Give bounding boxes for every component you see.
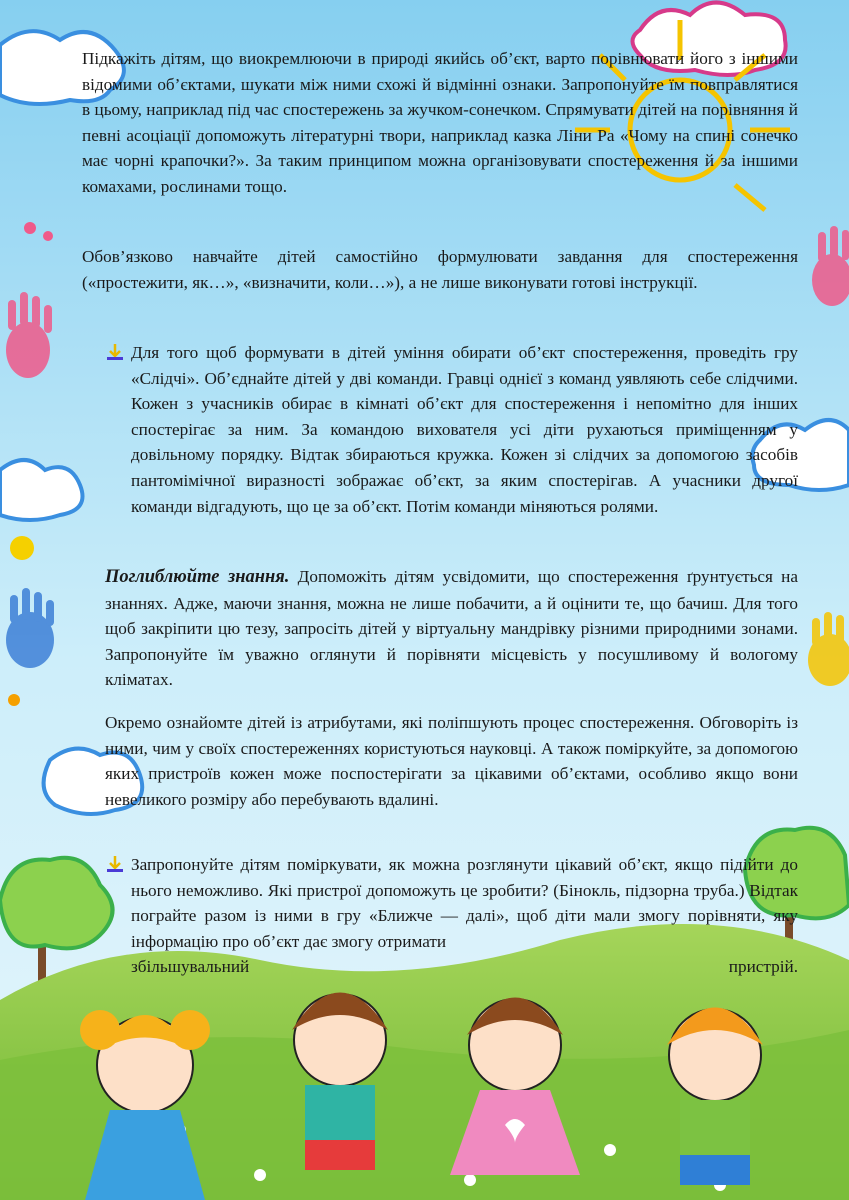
arrow-bullet-icon [104, 853, 126, 875]
paragraph: Обов’язково навчайте дітей самостійно формулювати завдання для спостереження («простежити, як…», «визначити, коли…»), а не лише виконувати готові інструкції. [82, 247, 798, 292]
paragraph-text: збільшувальний [131, 957, 250, 977]
paragraph [105, 564, 798, 693]
paragraph: Окремо ознайомте дітей із атрибутами, які поліпшують процес спостереження. Обговоріть із ними, чим у своїх спостереженнях користуються науковці. А також поміркуйте, за допомогою яких пристроїв кожен може поспостерігати за цікавими об’єктами, особливо якщо вони невеликого розміру або перебувають вдалині. [105, 713, 798, 809]
paragraph-text: Допоможіть дітям усвідомити, що спостереження ґрунтується на знаннях. Адже, маючи знання, можна не лише побачити, а й оцінити те, що бачиш. Для того щоб закріпити цю тезу, запросіть дітей у віртуальну мандрівку різними природними зонами. Запропонуйте їм уважно оглянути й порівняти місцевість у посушливому й вологому кліматах. [105, 567, 799, 690]
paragraph-text: Запропонуйте дітям поміркувати, як можна розглянути цікавий об’єкт, якщо підійти до нього неможливо. Які пристрої допоможуть це зробити? (Бінокль, підзорна труба.) Відтак пограйте разом із ними в гру «Ближче — далі», щоб діти мали змогу порівняти, яку інформацію про об’єкт дає змогу отримати [131, 855, 798, 951]
paragraph-last-line [131, 954, 798, 980]
bullet-paragraph: Для того щоб формувати в дітей уміння обирати об’єкт спостереження, проведіть гру «Слідчі». Об’єднайте дітей у дві команди. Гравці однієї з команд уявляють себе слідчими. Кожен з учасників обирає в кімнаті об’єкт для спостереження і непомітно для інших спостерігає за ним. За командою вихователя усі діти рухаються приміщенням у довільному порядку. Відтак збираються кружка. Кожен зі слідчих за допомогою засобів пантомімічної виразності зображає об’єкт, за яким спостерігав. А учасники другої команди відгадують, що це за об’єкт. Потім команди міняються ролями. [131, 343, 798, 516]
lead-phrase: Поглиблюйте знання. [105, 567, 290, 587]
bullet-paragraph [131, 852, 798, 980]
paragraph: Підкажіть дітям, що виокремлюючи в природі якийсь об’єкт, варто порівнювати його з іншими відомими об’єктами, шукати між ними схожі й відмінні ознаки. Запропонуйте їм повправлятися в цьому, наприклад під час спостережень за жучком-сонечком. Спрямувати дітей на порівняння й певні асоціації допоможуть літературні твори, наприклад казка Ліни Ра «Чому на спині сонечко має чорні крапочки?». За таким принципом можна організовувати спостереження й за іншими комахами, рослинами тощо. [82, 49, 798, 196]
paragraph-text: пристрій. [728, 957, 798, 977]
arrow-bullet-icon [104, 341, 126, 363]
